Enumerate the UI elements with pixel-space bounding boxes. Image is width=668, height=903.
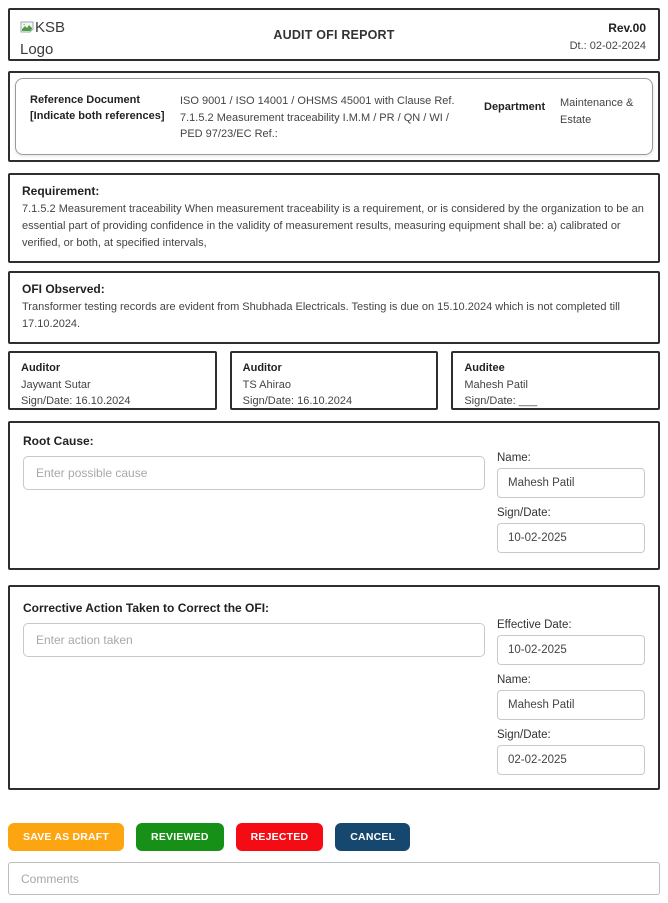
effective-date-label: Effective Date:	[497, 619, 572, 632]
revision-number: Rev.00	[608, 21, 646, 35]
auditee-box	[451, 351, 660, 410]
auditor-2-box	[230, 351, 439, 410]
ofi-observed-text: Transformer testing records are evident from Shubhada Electricals. Testing is due on 15.10.2024 which is not completed till 17.10.2024.	[22, 301, 620, 331]
auditee-name: Mahesh Patil	[464, 378, 528, 391]
root-cause-sign-date-label: Sign/Date:	[497, 507, 551, 520]
revision-block	[570, 19, 646, 56]
page-title: AUDIT OFI REPORT	[273, 27, 395, 42]
auditor-2-role: Auditor	[242, 362, 282, 375]
corrective-name-input[interactable]	[497, 690, 645, 720]
effective-date-input[interactable]	[497, 635, 645, 665]
root-cause-sign-date-input[interactable]	[497, 523, 645, 553]
auditor-1-name: Jaywant Sutar	[21, 378, 91, 391]
logo-alt-text: KSB Logo	[20, 19, 66, 58]
rejected-button[interactable]: REJECTED	[236, 823, 324, 851]
auditor-1-sign-date: Sign/Date: 16.10.2024	[21, 395, 131, 408]
corrective-name-label: Name:	[497, 674, 531, 687]
auditee-role: Auditee	[464, 362, 505, 375]
action-buttons-row	[8, 823, 660, 851]
ofi-observed-section	[8, 271, 660, 344]
corrective-sign-date-input[interactable]	[497, 745, 645, 775]
auditee-sign-date: Sign/Date: ___	[464, 395, 538, 408]
auditor-1-box	[8, 351, 217, 410]
corrective-action-input[interactable]	[23, 623, 485, 657]
save-as-draft-button[interactable]: SAVE AS DRAFT	[8, 823, 124, 851]
ofi-observed-title: OFI Observed:	[22, 282, 105, 297]
auditor-2-sign-date: Sign/Date: 16.10.2024	[242, 395, 353, 408]
reviewed-button[interactable]: REVIEWED	[136, 823, 224, 851]
cancel-button[interactable]: CANCEL	[335, 823, 410, 851]
corrective-action-title: Corrective Action Taken to Correct the OFI:	[23, 601, 270, 616]
requirement-title: Requirement:	[22, 184, 100, 198]
auditor-1-role: Auditor	[21, 362, 61, 375]
comments-input[interactable]	[8, 862, 660, 895]
root-cause-title: Root Cause:	[23, 434, 94, 449]
root-cause-name-input[interactable]	[497, 468, 645, 498]
auditor-2-name: TS Ahirao	[242, 378, 291, 391]
corrective-sign-date-label: Sign/Date:	[497, 729, 551, 742]
report-header	[8, 8, 660, 61]
department-value: Maintenance & Estate	[560, 97, 634, 126]
reference-card	[15, 78, 653, 155]
signatories-row	[8, 351, 660, 410]
reference-section	[8, 71, 660, 162]
root-cause-form-row	[23, 452, 645, 553]
corrective-action-side-column	[497, 619, 645, 775]
reference-document-label: Reference Document [Indicate both references]	[30, 94, 165, 122]
root-cause-section	[8, 421, 660, 570]
corrective-action-form-row	[23, 619, 645, 775]
requirement-section	[8, 173, 660, 263]
revision-date: Dt.: 02-02-2024	[569, 40, 646, 53]
department-label: Department	[484, 101, 546, 113]
root-cause-side-column	[497, 452, 645, 553]
reference-document-value: ISO 9001 / ISO 14001 / OHSMS 45001 with Clause Ref. 7.1.5.2 Measurement traceability I.M.M / PR / QN / WI / PED 97/23/EC Ref.:	[180, 95, 455, 140]
requirement-text: 7.1.5.2 Measurement traceability When measurement traceability is a requirement, or is considered by the organization to be an essential part of providing confidence in the validity of measurement results, measuring equipment shall be: a) calibrated or verified, or both, at specified intervals,	[22, 203, 644, 250]
root-cause-input[interactable]	[23, 456, 485, 490]
root-cause-name-label: Name:	[497, 452, 531, 465]
corrective-action-section	[8, 585, 660, 790]
